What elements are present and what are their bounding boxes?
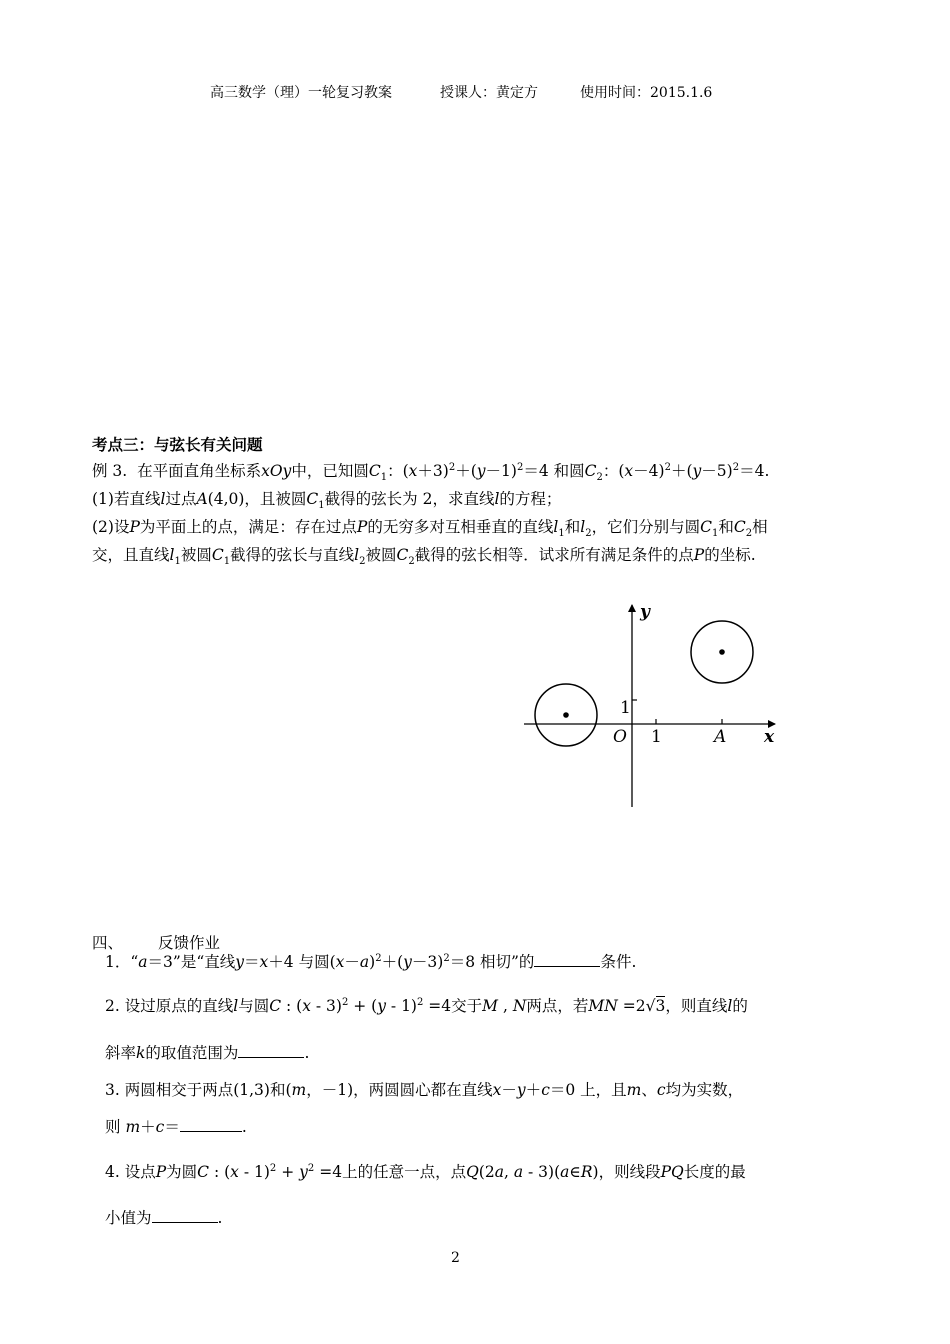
t: 2 — [416, 996, 424, 1008]
t: ) — [592, 1163, 599, 1181]
t: ＋( — [455, 462, 477, 480]
t: C — [396, 546, 409, 564]
question-2-line1 — [105, 996, 748, 1016]
t: y — [476, 462, 486, 480]
t: c — [155, 1118, 165, 1136]
answer-blank-3[interactable] — [180, 1116, 242, 1132]
t: ( — [554, 1163, 561, 1181]
t: 2 — [732, 461, 740, 473]
t: l — [553, 518, 559, 536]
t: C — [306, 490, 319, 508]
t: 3 — [655, 997, 666, 1015]
example3-part1 — [92, 489, 562, 512]
t: ＝8 相切”的 — [449, 953, 535, 971]
t: ，－1)，两圆圆心都在直线 — [306, 1081, 493, 1099]
t: ＝4. — [739, 462, 770, 480]
label-x: x — [764, 727, 775, 747]
t: 2 — [375, 952, 382, 964]
t: a — [513, 1163, 524, 1181]
t: 上的任意一点，点 — [342, 1163, 467, 1181]
t: l — [233, 997, 239, 1015]
sqrt-symbol: √ — [645, 997, 656, 1015]
t: (2)设 — [92, 518, 130, 536]
t: y — [403, 953, 412, 971]
t: 2 — [448, 461, 456, 473]
label-x-1: 1 — [651, 727, 662, 747]
t: 2 — [269, 1162, 277, 1174]
t: － — [344, 953, 360, 971]
t: + ( — [348, 997, 378, 1015]
t: x — [230, 1163, 239, 1181]
t: 1 — [318, 500, 325, 512]
t: =4 — [314, 1163, 343, 1181]
t: 2 — [745, 528, 753, 540]
t: m — [291, 1081, 307, 1099]
t: －5) — [701, 462, 733, 480]
question-4-line2 — [105, 1207, 222, 1228]
t: 的坐标. — [704, 546, 756, 564]
t: 交于 — [451, 997, 483, 1015]
center-c1 — [563, 712, 569, 718]
t: - 1) — [385, 997, 417, 1015]
t: N — [512, 997, 527, 1015]
t: 长度的最 — [683, 1163, 746, 1181]
t: 被圆 — [365, 546, 397, 564]
t: . — [217, 1209, 223, 1227]
t: ＋ — [140, 1118, 156, 1136]
t: , — [498, 997, 513, 1015]
answer-blank-4[interactable] — [152, 1207, 218, 1223]
t: - 3) — [310, 997, 342, 1015]
label-a: A — [714, 727, 727, 747]
question-4-line1 — [105, 1162, 746, 1182]
coordinate-figure — [512, 597, 787, 812]
t: 2. 设过原点的直线 — [105, 997, 234, 1015]
label-y: y — [640, 602, 650, 622]
t: ＝ — [244, 953, 260, 971]
t: ，则直线 — [665, 997, 728, 1015]
t: －3) — [411, 953, 444, 971]
t: M — [482, 997, 499, 1015]
t: l — [160, 490, 166, 508]
t: 2 — [516, 461, 524, 473]
t: ＋3) — [417, 462, 449, 480]
t: 被圆 — [180, 546, 212, 564]
t: ∈ — [569, 1163, 581, 1181]
label-y-1: 1 — [620, 698, 631, 718]
example3-part2-line1 — [92, 517, 768, 540]
t: - 1) — [238, 1163, 270, 1181]
t: 3. 两圆相交于两点(1,3)和( — [105, 1081, 292, 1099]
t: A — [196, 490, 208, 508]
t: x — [259, 953, 269, 971]
t: 2 — [307, 1162, 315, 1174]
t: ＋ — [525, 1081, 542, 1099]
t: R — [580, 1163, 593, 1181]
t: ＋( — [381, 953, 404, 971]
t: 1 — [380, 472, 388, 484]
t: 的无穷多对互相垂直的直线 — [367, 518, 554, 536]
t: : ( — [281, 997, 303, 1015]
t: =2 — [617, 997, 646, 1015]
t: 2 — [585, 528, 592, 540]
t: m — [626, 1081, 642, 1099]
t: l — [354, 546, 360, 564]
t: PQ — [660, 1163, 684, 1181]
t: － — [501, 1081, 517, 1099]
t: c — [656, 1081, 666, 1099]
t: 的取值范围为 — [145, 1044, 239, 1062]
t: 1 — [558, 528, 565, 540]
t: 4. 设点 — [105, 1163, 156, 1181]
t: - 3) — [523, 1163, 555, 1181]
example-label: 例 3. — [92, 462, 128, 480]
t: (4,0)，且被圆 — [207, 490, 307, 508]
t: 则 — [105, 1118, 121, 1136]
t: x — [302, 997, 311, 1015]
t: 斜率 — [105, 1044, 137, 1062]
t: 交，且直线 — [92, 546, 170, 564]
header-teacher: 授课人：黄定方 — [440, 85, 538, 101]
example3-part2-line2 — [92, 545, 756, 568]
t: ＋( — [670, 462, 693, 480]
t: P — [129, 518, 140, 536]
section4-title: 反馈作业 — [158, 934, 221, 952]
t: 2 — [596, 472, 603, 484]
t: ＝0 上，且 — [549, 1081, 627, 1099]
t: C — [197, 1163, 210, 1181]
section4-number: 四、 — [92, 934, 124, 952]
answer-blank-2[interactable] — [238, 1042, 304, 1058]
t: C — [269, 997, 282, 1015]
t: 的方程； — [499, 490, 562, 508]
section3-title: 考点三：与弦长有关问题 — [92, 435, 263, 454]
t: ：( — [387, 462, 409, 480]
t: l — [494, 490, 500, 508]
t: 中，已知圆 — [291, 462, 369, 480]
t: 相 — [752, 518, 768, 536]
center-c2 — [719, 649, 725, 655]
t: 条件. — [600, 953, 637, 971]
header-date: 使用时间：2015.1.6 — [580, 85, 713, 101]
t: 截得的弦长为 2，求直线 — [324, 490, 495, 508]
t: 、 — [641, 1081, 657, 1099]
question-2-line2 — [105, 1042, 309, 1063]
t: 2 — [359, 556, 366, 568]
t: l — [727, 997, 733, 1015]
t: 1 — [711, 528, 719, 540]
t: . — [304, 1044, 310, 1062]
t: ：( — [602, 462, 625, 480]
t: x — [492, 1081, 502, 1099]
t: a — [138, 953, 148, 971]
question-3-line2 — [105, 1116, 247, 1137]
t: P — [356, 518, 368, 536]
t: ，它们分别与圆 — [591, 518, 701, 536]
t: 在平面直角坐标系 — [137, 462, 262, 480]
t: ，则线段 — [598, 1163, 661, 1181]
header-course: 高三数学（理）一轮复习教案 — [210, 85, 392, 101]
t: C — [584, 462, 597, 480]
question-3-line1 — [105, 1080, 743, 1100]
t: P — [693, 546, 705, 564]
t: y — [692, 462, 702, 480]
t: 两点，若 — [526, 997, 589, 1015]
page-number: 2 — [451, 1250, 460, 1266]
label-origin: O — [613, 727, 627, 747]
t: c — [541, 1081, 550, 1099]
t: a — [359, 953, 370, 971]
t: 1 — [223, 556, 231, 568]
t: 截得的弦长相等．试求所有满足条件的点 — [414, 546, 694, 564]
t: x — [335, 953, 345, 971]
t: －4) — [633, 462, 665, 480]
t: m — [125, 1118, 141, 1136]
t: xOy — [261, 462, 292, 480]
t: 均为实数， — [665, 1081, 744, 1099]
t: 小值为 — [105, 1209, 152, 1227]
t: l — [580, 518, 586, 536]
example3-statement — [92, 461, 770, 484]
t: C — [368, 462, 381, 480]
t: k — [136, 1044, 146, 1062]
t: (1)若直线 — [92, 490, 161, 508]
t: x — [408, 462, 418, 480]
t: 2 — [664, 461, 671, 473]
t: ＋4 与圆( — [268, 953, 336, 971]
t: 为圆 — [166, 1163, 198, 1181]
t: 过点 — [165, 490, 197, 508]
t: (2 — [478, 1163, 495, 1181]
t: ＝ — [164, 1118, 180, 1136]
t: 2 — [443, 952, 450, 964]
t: 和 — [564, 518, 581, 536]
t: : ( — [209, 1163, 231, 1181]
t: + — [276, 1163, 300, 1181]
t: P — [155, 1163, 167, 1181]
t: 2 — [341, 996, 349, 1008]
question-1 — [105, 951, 636, 972]
t: 为平面上的点，满足：存在过点 — [139, 518, 357, 536]
t: y — [377, 997, 386, 1015]
t: ) — [369, 953, 376, 971]
t: C — [211, 546, 224, 564]
t: MN — [588, 997, 618, 1015]
t: 2 — [408, 556, 415, 568]
t: a — [494, 1163, 504, 1181]
t: Q — [466, 1163, 479, 1181]
t: . — [241, 1118, 247, 1136]
t: a — [560, 1163, 570, 1181]
t: ＝4 和圆 — [523, 462, 585, 480]
t: 1．“ — [105, 953, 139, 971]
t: 和 — [718, 518, 734, 536]
t: y — [299, 1163, 308, 1181]
t: =4 — [423, 997, 452, 1015]
t: y — [516, 1081, 526, 1099]
t: C — [700, 518, 712, 536]
t: x — [624, 462, 634, 480]
t: ＝3”是“直线 — [147, 953, 236, 971]
t: －1) — [485, 462, 517, 480]
t: C — [733, 518, 746, 536]
t: 1 — [174, 556, 181, 568]
t: , — [503, 1163, 514, 1181]
answer-blank-1[interactable] — [534, 951, 600, 967]
t: l — [169, 546, 175, 564]
t: 截得的弦长与直线 — [230, 546, 355, 564]
t: 与圆 — [238, 997, 270, 1015]
t: 的 — [732, 997, 748, 1015]
t: y — [235, 953, 245, 971]
